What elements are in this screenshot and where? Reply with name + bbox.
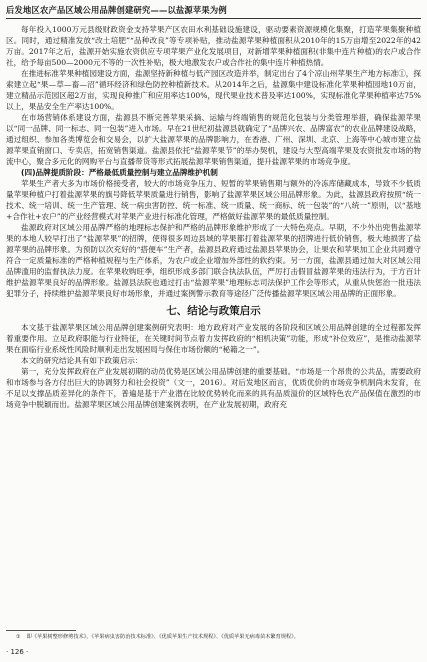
footnote-text: 即《苹果树整形修剪技术》、《苹果病虫害防治技术标准》、《优质苹果生产技术规程》、《优质苹果无病毒苗木繁育规程》。 [26, 634, 299, 640]
paragraph-brand-protection: 盐源政府对区域公用品牌严格的地理标志保护和严格的品牌形象维护形成了一大特色亮点。早期，不少外出兜售盐源苹果的本地人较早打出了“盐源苹果”的招牌，使得很多周边县域的苹果都打着盐源苹果的招牌进行低价销售，极大地损害了盐源苹果的品牌形象。为预防以次充好的“搭便车”生产者，盐源县政府通过盐源县苹果协会，让果农和苹果加工企业共同遵守符合一定质量标准的严格种植规程与生产体系，为农户或企业增加外部性的软约束。另一方面，盐源县通过加大对区域公用品牌滥用的监督执法力度。在苹果收购旺季，组织形成多部门联合执法队伍，严厉打击假冒盐源苹果的违法行为，于方百计维护盐源苹果良好的品牌形象。盐源县法院也通过打击“盐源苹果”地理标志司法保护工作会等形式，从重从快惩治一批违法犯罪分子，持续维护盐源苹果良好市场形象，并通过案例警示教育等途径广泛传播盐源苹果区域公用品牌的正面形象。 [6, 223, 421, 298]
running-head: 后发地区农产品区域公用品牌创建研究——以盐源苹果为例 [6, 5, 227, 15]
paragraph-funding: 每年投入1000万元县级财政资金支持苹果产区农田水利基础设施建设，驱动要素资源规模化集聚，打造苹果集聚种植区。同时，通过精准发放“改土培肥”“品种改良”等专项补贴，推动盐源苹果种植面积从2010年的15万亩增至2022年的42万亩。2017年之后，盐源开始实施农资供应专项苹果产业化发展项目，对新增苹果种植面积(非集中连片种植)的农户或合作社，给予每亩500—2000元不等的一次性补贴，极大地激发农户或合作社的集中连片种植热情。 [6, 25, 421, 67]
paragraph-implications-intro: 本文的研究结论具有如下政策启示： [21, 356, 143, 365]
paragraph-standard-orchards: 在推进标准苹果种植园建设方面，盐源坚持新种植与低产园区改造并举，制定出台了4个凉山州苹果生产地方标准①，探索建立起“果—草—畜—沼”循环经济和绿色防控种植新技术。从2014年之后，盐源集中建设标准化苹果种植园地10万亩，建立精品示范园区超2万亩，实现良种推广和应用率达100%，现代果业技术普及率达100%，实现标准化苹果种植率达75%以上，果品安全生产率达100%。 [6, 69, 421, 111]
paragraph-implication-first: 第一，充分发挥政府在产业发展初期的动员优势是区域公用品牌创建的重要基础。“市场是一个昂贵的公共品，需要政府和市场参与各方付出巨大的协调努力和社会投资”（文一，2016）。对后发地区而言，优质优价的市场竞争机制尚未发育，在不足以支撑品质差异化的条件下，普遍是基于产业潜在比较优势转化而来的具有品质溢价的区域特色农产品保值在激烈的市场竞争中脱颖而出。盐源苹果区域公用品牌创建案例表明，在产业发展初期，政府充 [6, 367, 421, 409]
header-rule [6, 18, 421, 19]
page-number: · 126 · [6, 648, 29, 656]
paragraph-conclusion: 本文基于盐源苹果区域公用品牌创建案例研究表明：地方政府对产业发展的各阶段和区域公用品牌创建的全过程都发挥着重要作用。立足政府职能与行业特征，在关键时间节点着力发挥政府的“相机决策”功能，形成“补位效应”，是推动盐源苹果在面临行业系统性风险时顺利走出发展困局与保住市场份额的“秘籍之一”。 [6, 323, 421, 354]
section-title: 七、结论与政策启示 [166, 305, 261, 317]
footnote-marker: ① [16, 634, 21, 640]
footnote [6, 633, 421, 641]
paragraph-marketing: 在市场营销体系建设方面，盐源县不断完善苹果采摘、运输与终端销售的规范化包装与分类管理举措，确保盐源苹果以“同一品牌、同一标志、同一包装”进入市场。早在21世纪初盐源县就确定了“品牌兴农、品牌富农”的农业品牌建设战略，通过组织、参加各类博览会和交易会，以扩大盐源苹果的品牌影响力，在香港、广州、深圳、北京、上海等中心城市建立盐源苹果直销窗口、专卖店，拓宽销售渠道。盐源县依托“盐源苹果节”的举办契机，建设与大型高端苹果及农资批发市场的物流中心，聚合多元化的网购平台与直播带货等形式拓展盐源苹果销售渠道，提升盐源苹果的市场竞争度。 [6, 113, 421, 166]
body-text [6, 24, 421, 410]
subsection-heading: (四)品牌提质阶段：严格最低质量控制与建立品牌维护机制 [21, 168, 218, 177]
footnote-rule [6, 630, 76, 631]
paragraph-quality-control: 苹果生产者大多为市场价格接受者，较大的市场竞争压力、短暂的苹果销售期与额外的冷冻库储藏成本，导致不少低质量苹果种植户打着盐源苹果的旗号降低苹果质量进行销售，影响了盐源苹果区域公用品牌形象。为此，盐源县政府按照“统一技术、统一培训、统一生产管理、统一病虫害防控、统一标准、统一质量、统一商标、统一包装”的“八统一”原则，以“基地+合作社+农户”的产业经营模式对苹果产业进行标准化管理，严格做好盐源苹果的最低质量控制。 [6, 179, 421, 221]
